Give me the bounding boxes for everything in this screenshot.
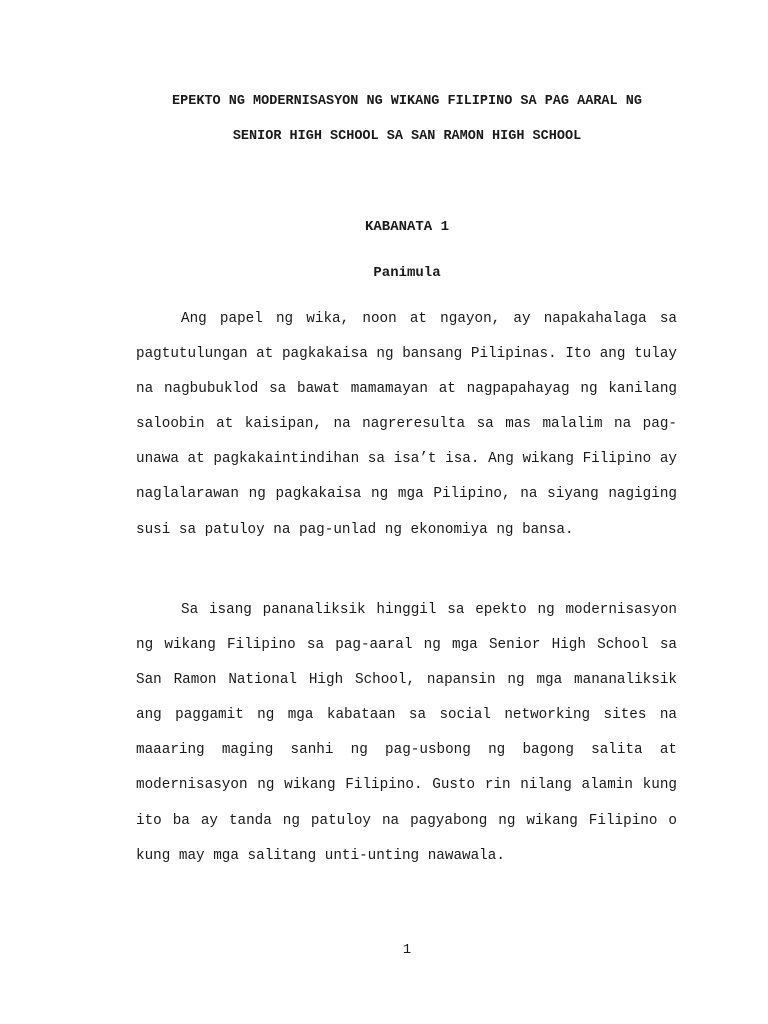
chapter-heading: KABANATA 1	[364, 219, 449, 235]
page-number: 1	[402, 942, 412, 958]
body-paragraph-2: Sa isang pananaliksik hinggil sa epekto ng modernisasyon ng wikang Filipino sa pag-aaral ng mga Senior High School sa San Ramon National High School, napansin ng mga mananaliksik ang paggamit ng mga kabataan sa social networking sites na maaaring maging sanhi ng pag-usbong ng bagong salita at modernisasyon ng wikang Filipino. Gusto rin nilang alamin kung ito ba ay tanda ng patuloy na pagyabong ng wikang Filipino o kung may mga salitang unti-unting nawawala.	[136, 602, 677, 864]
body-paragraph-1: Ang papel ng wika, noon at ngayon, ay napakahalaga sa pagtutulungan at pagkakaisa ng bansang Pilipinas. Ito ang tulay na nagbubuklod sa bawat mamamayan at nagpapahayag ng kanilang saloobin at kaisipan, na nagreresulta sa mas malalim na pag-unawa at pagkakaintindihan sa isa’t isa. Ang wikang Filipino ay naglalarawan ng pagkakaisa ng mga Pilipino, na siyang nagiging susi sa patuloy na pag-unlad ng ekonomiya ng bansa.	[136, 311, 677, 538]
document-title-line-2: SENIOR HIGH SCHOOL SA SAN RAMON HIGH SCHOOL	[232, 129, 582, 144]
section-heading: Panimula	[373, 265, 441, 281]
document-title-line-1: EPEKTO NG MODERNISASYON NG WIKANG FILIPINO SA PAG AARAL NG	[172, 94, 642, 109]
